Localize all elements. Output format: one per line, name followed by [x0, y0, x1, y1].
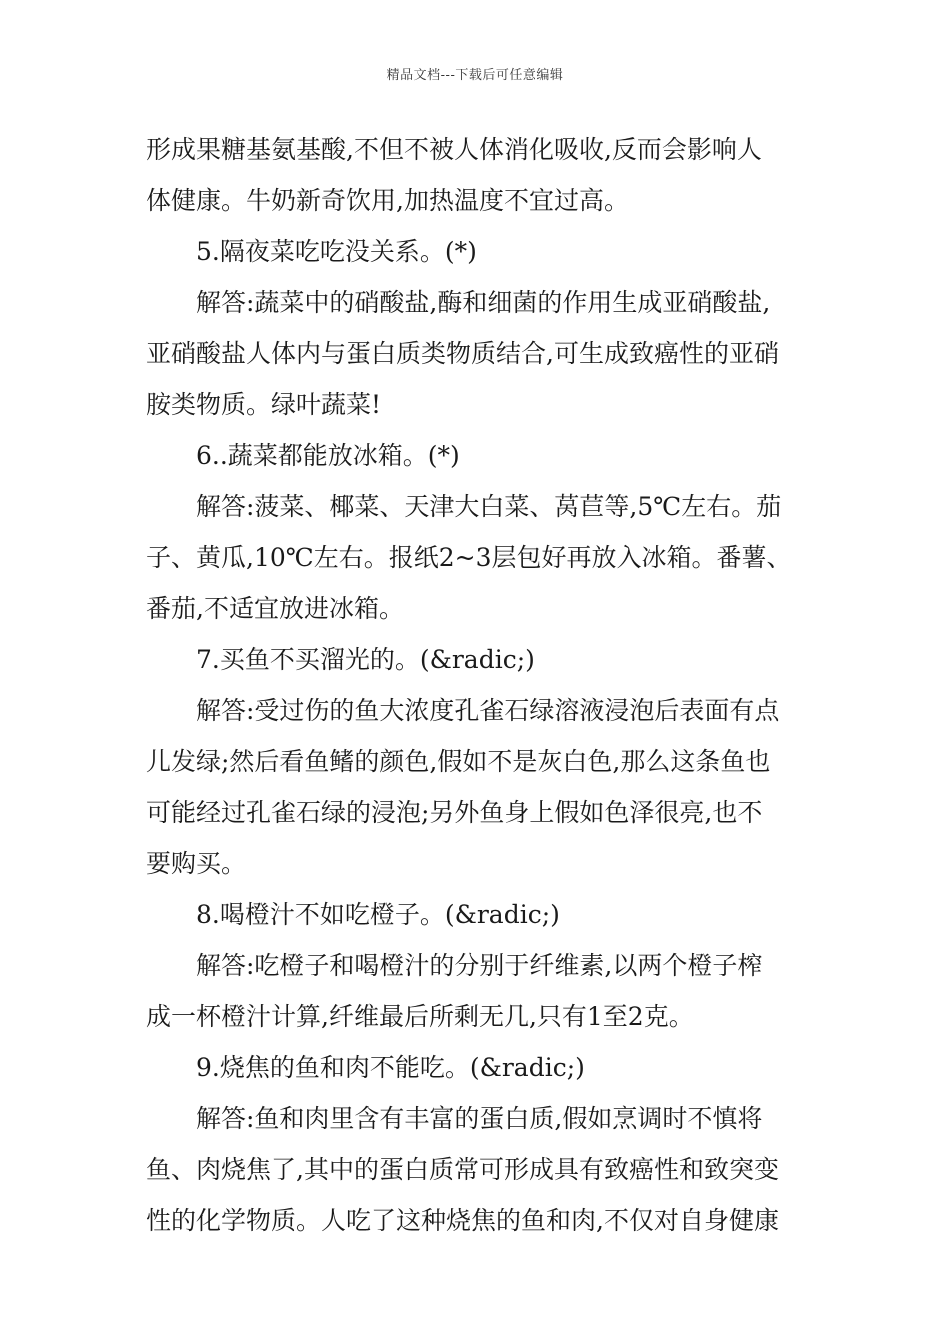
text-line: 番茄,不适宜放进冰箱。: [146, 594, 404, 623]
text-line: 形成果糖基氨基酸,不但不被人体消化吸收,反而会影响人: [146, 135, 762, 164]
text-line: 6..蔬菜都能放冰箱。(*): [196, 441, 460, 470]
text-line: 解答:菠菜、椰菜、天津大白菜、莴苣等,5℃左右。茄: [196, 492, 782, 521]
text-line: 子、黄瓜,10℃左右。报纸2~3层包好再放入冰箱。番薯、: [146, 543, 792, 572]
text-line: 解答:吃橙子和喝橙汁的分别于纤维素,以两个橙子榨: [196, 951, 763, 980]
text-line: 儿发绿;然后看鱼鳍的颜色,假如不是灰白色,那么这条鱼也: [146, 747, 771, 776]
text-line: 胺类物质。绿叶蔬菜!: [146, 390, 382, 419]
text-line: 7.买鱼不买溜光的。(&radic;): [196, 645, 535, 674]
text-line: 成一杯橙汁计算,纤维最后所剩无几,只有1至2克。: [146, 1002, 694, 1031]
text-line: 5.隔夜菜吃吃没关系。(*): [196, 237, 477, 266]
page-header: 精品文档---下载后可任意编辑: [386, 68, 564, 83]
text-line: 鱼、肉烧焦了,其中的蛋白质常可形成具有致癌性和致突变: [146, 1155, 779, 1184]
text-line: 9.烧焦的鱼和肉不能吃。(&radic;): [196, 1053, 585, 1082]
text-line: 亚硝酸盐人体内与蛋白质类物质结合,可生成致癌性的亚硝: [146, 339, 779, 368]
text-line: 解答:受过伤的鱼大浓度孔雀石绿溶液浸泡后表面有点: [196, 696, 780, 725]
text-line: 要购买。: [146, 849, 247, 878]
document-body: [146, 124, 812, 1246]
text-line: 性的化学物质。人吃了这种烧焦的鱼和肉,不仅对自身健康: [146, 1206, 779, 1235]
text-line: 解答:蔬菜中的硝酸盐,酶和细菌的作用生成亚硝酸盐,: [196, 288, 771, 317]
text-line: 8.喝橙汁不如吃橙子。(&radic;): [196, 900, 560, 929]
text-line: 体健康。牛奶新奇饮用,加热温度不宜过高。: [146, 186, 629, 215]
text-line: 可能经过孔雀石绿的浸泡;另外鱼身上假如色泽很亮,也不: [146, 798, 763, 827]
text-line: 解答:鱼和肉里含有丰富的蛋白质,假如烹调时不慎将: [196, 1104, 763, 1133]
